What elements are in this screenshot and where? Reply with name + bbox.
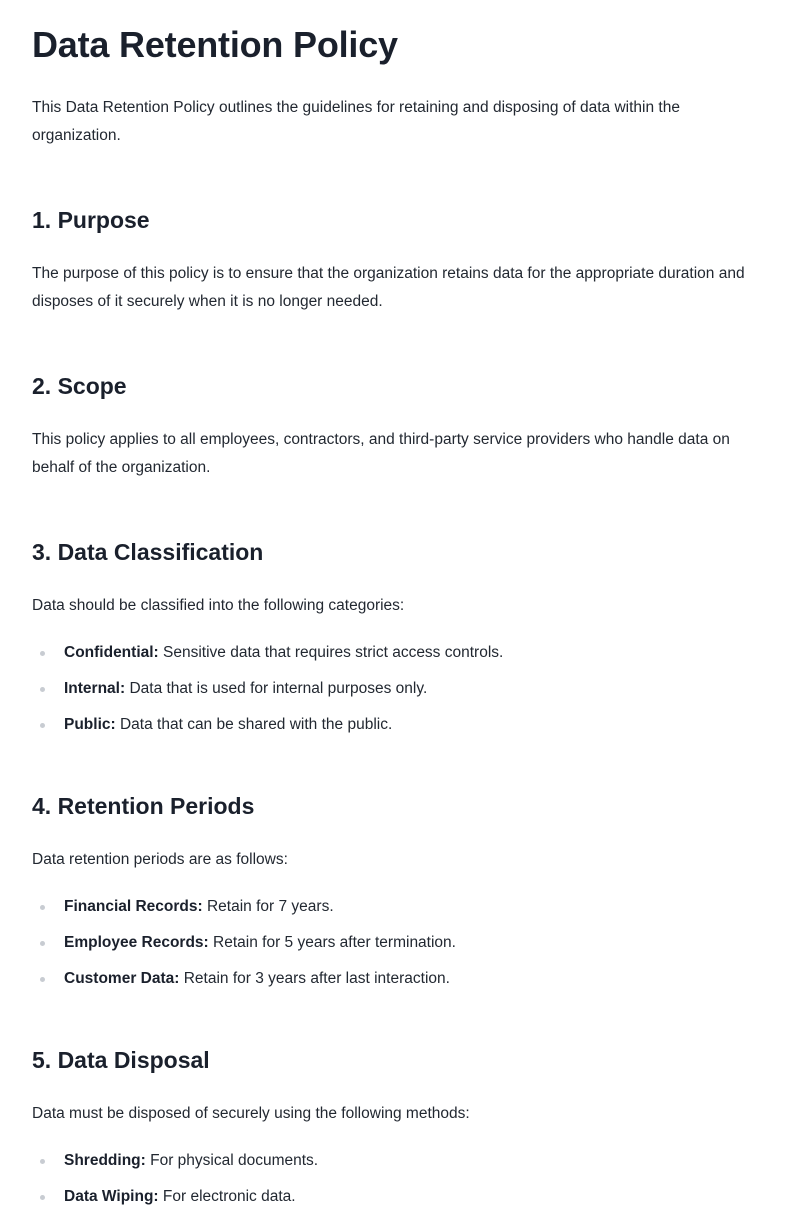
list-item-term: Shredding: (64, 1152, 151, 1169)
list-item-term: Internal: (64, 680, 130, 697)
list-item-term: Public: (64, 716, 120, 733)
list-item-term: Data Wiping: (64, 1188, 163, 1205)
list-item-term: Confidential: (64, 644, 164, 661)
section-text: This policy applies to all employees, contractors, and third-party service providers who handle data on behalf of the organization. (32, 431, 730, 476)
intro-paragraph: This Data Retention Policy outlines the guidelines for retaining and disposing of data within the organization. (32, 99, 680, 144)
section-heading: 4. Retention Periods (32, 793, 255, 819)
list-item-term: Employee Records: (64, 934, 214, 951)
section-purpose (32, 204, 768, 316)
bullet-icon (40, 651, 45, 656)
list-item (32, 1148, 768, 1174)
section-text: Data retention periods are as follows: (32, 851, 288, 868)
bullet-icon (40, 941, 45, 946)
bullet-icon (40, 1159, 45, 1164)
list-item (32, 1184, 768, 1210)
list-item-desc: Retain for 3 years after last interaction. (183, 970, 450, 987)
section-text: Data should be classified into the following categories: (32, 597, 405, 614)
retention-list (32, 894, 768, 992)
list-item-desc: Data that can be shared with the public. (119, 716, 393, 733)
list-item-term: Financial Records: (64, 898, 207, 915)
bullet-icon (40, 977, 45, 982)
list-item-desc: Retain for 5 years after termination. (213, 934, 456, 951)
list-item-desc: For electronic data. (162, 1188, 296, 1205)
bullet-icon (40, 1195, 45, 1200)
list-item (32, 966, 768, 992)
section-heading: 3. Data Classification (32, 539, 264, 565)
section-retention-periods (32, 790, 768, 992)
list-item-desc: Retain for 7 years. (206, 898, 334, 915)
list-item-desc: Data that is used for internal purposes only. (129, 680, 428, 697)
list-item (32, 930, 768, 956)
section-data-disposal (32, 1044, 768, 1210)
list-item (32, 640, 768, 666)
section-heading: 1. Purpose (32, 207, 150, 233)
list-item (32, 894, 768, 920)
list-item-desc: For physical documents. (150, 1152, 319, 1169)
section-scope (32, 370, 768, 482)
section-data-classification (32, 536, 768, 738)
bullet-icon (40, 723, 45, 728)
list-item (32, 676, 768, 702)
section-heading: 2. Scope (32, 373, 127, 399)
disposal-list (32, 1148, 768, 1210)
classification-list (32, 640, 768, 738)
list-item-term: Customer Data: (64, 970, 184, 987)
section-text: Data must be disposed of securely using the following methods: (32, 1105, 470, 1122)
bullet-icon (40, 687, 45, 692)
bullet-icon (40, 905, 45, 910)
list-item (32, 712, 768, 738)
page-title: Data Retention Policy (32, 24, 398, 65)
section-text: The purpose of this policy is to ensure that the organization retains data for the appropriate duration and disposes of it securely when it is no longer needed. (32, 265, 745, 310)
list-item-desc: Sensitive data that requires strict access controls. (163, 644, 504, 661)
section-heading: 5. Data Disposal (32, 1047, 210, 1073)
